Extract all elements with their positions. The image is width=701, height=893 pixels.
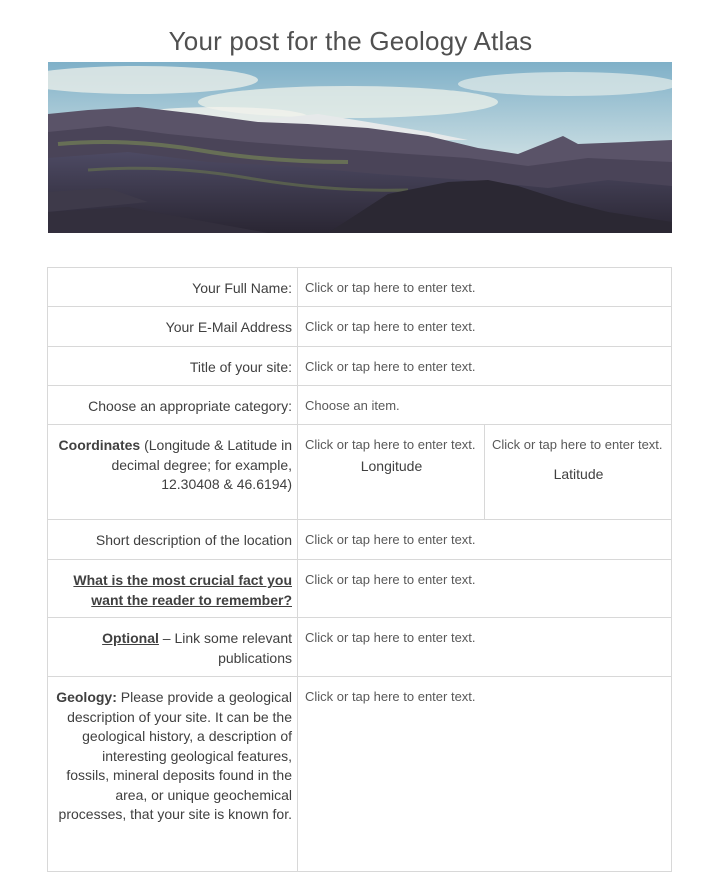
- crucial-fact-label: [48, 560, 298, 618]
- site-title-field[interactable]: Click or tap here to enter text.: [298, 347, 672, 386]
- category-label: Choose an appropriate category:: [48, 386, 298, 425]
- landscape-banner-image: [48, 62, 672, 233]
- short-description-field[interactable]: Click or tap here to enter text.: [298, 520, 672, 560]
- submission-form-table: [47, 267, 672, 872]
- form-row-crucial-fact: [48, 560, 672, 618]
- form-row-geology: [48, 677, 672, 872]
- geology-label-bold: Geology:: [56, 689, 117, 705]
- optional-label: [48, 618, 298, 677]
- crucial-fact-label-text: What is the most crucial fact you want the reader to remember?: [73, 572, 292, 608]
- short-description-label: Short description of the location: [48, 520, 298, 560]
- form-row-full-name: [48, 268, 672, 307]
- latitude-heading: Latitude: [553, 466, 604, 482]
- coordinates-label-bold: Coordinates: [58, 437, 141, 453]
- form-row-email: [48, 307, 672, 347]
- coordinates-label-text: (Longitude & Latitude in decimal degree; for example, 12.30408 & 46.6194): [111, 437, 292, 492]
- form-row-site-title: [48, 347, 672, 386]
- geology-label: [48, 677, 298, 872]
- form-row-coordinates: [48, 425, 672, 520]
- crucial-fact-field[interactable]: Click or tap here to enter text.: [298, 560, 672, 618]
- geology-label-text: Please provide a geological description of your site. It can be the geological history, a description of interesting geological features, fossils, mineral deposits found in the area, or unique geochemical processes, that your site is known for.: [58, 689, 292, 822]
- form-row-optional: [48, 618, 672, 677]
- form-row-category: [48, 386, 672, 425]
- email-label: Your E-Mail Address: [48, 307, 298, 347]
- category-dropdown[interactable]: Choose an item.: [298, 386, 672, 425]
- email-field[interactable]: Click or tap here to enter text.: [298, 307, 672, 347]
- form-row-short-description: [48, 520, 672, 560]
- full-name-label: Your Full Name:: [48, 268, 298, 307]
- longitude-cell: [298, 425, 485, 520]
- site-title-label: Title of your site:: [48, 347, 298, 386]
- optional-label-text: – Link some relevant publications: [158, 630, 292, 666]
- optional-label-bold: Optional: [102, 630, 159, 646]
- longitude-heading: Longitude: [360, 458, 423, 474]
- full-name-field[interactable]: Click or tap here to enter text.: [298, 268, 672, 307]
- publications-field[interactable]: Click or tap here to enter text.: [298, 618, 672, 677]
- latitude-field[interactable]: Click or tap here to enter text.: [492, 437, 663, 452]
- geology-field[interactable]: Click or tap here to enter text.: [298, 677, 672, 872]
- page-title: Your post for the Geology Atlas: [168, 26, 533, 56]
- coordinates-label: [48, 425, 298, 520]
- longitude-field[interactable]: Click or tap here to enter text.: [305, 437, 476, 452]
- latitude-cell: [485, 425, 672, 520]
